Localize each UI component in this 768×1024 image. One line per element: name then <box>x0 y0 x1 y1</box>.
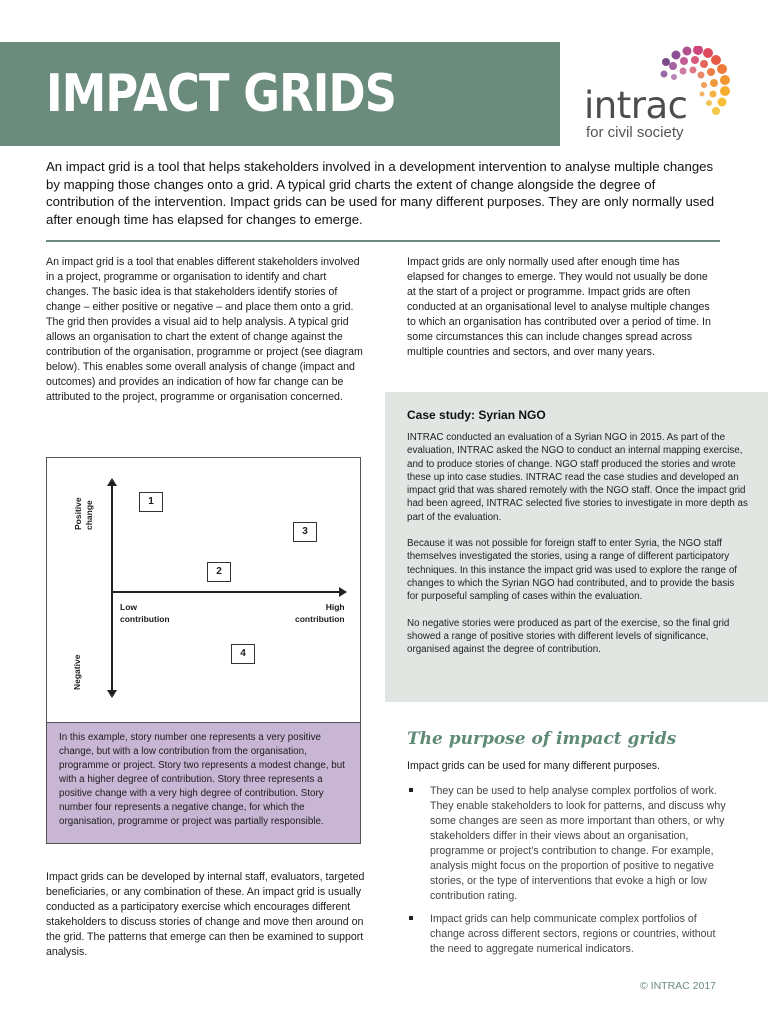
negative-label: Negative <box>72 654 82 690</box>
purpose-bullet-list <box>407 784 727 965</box>
high-contribution-label: High contribution <box>295 602 345 624</box>
story-box-2: 2 <box>207 562 231 582</box>
arrow-right-icon <box>339 587 347 597</box>
section-divider <box>46 240 720 242</box>
list-item: Impact grids can help communicate complex portfolios of change across different sectors, regions or countries, without the need to aggregate numerical indicators. <box>407 912 727 957</box>
story-box-4: 4 <box>231 644 255 664</box>
page-title: IMPACT GRIDS <box>46 64 397 124</box>
story-box-3: 3 <box>293 522 317 542</box>
low-contribution-label: Low contribution <box>120 602 170 624</box>
left-column-paragraph-2: Impact grids can be developed by internal staff, evaluators, targeted beneficiaries, or any combination of these. An impact grid is usually conducted as a participatory exercise which encourages different stakeholders to discuss stories of change and move then around on the grid. The patterns that emerge can then be examined to support analysis. <box>46 871 365 958</box>
case-study-box <box>385 392 768 702</box>
right-column-paragraph: Impact grids are only normally used after enough time has elapsed for changes to emerge. They would not usually be done at the start of a project or programme. Impact grids are often conducted at an organisational level to analyse multiple changes to which an organisation has contributed over a period of time. In some circumstances this can include changes spread across multiple countries and sectors, and over many years. <box>407 256 711 358</box>
positive-change-label: Positive change <box>73 497 94 530</box>
intrac-logo <box>580 46 740 146</box>
left-column-paragraph: An impact grid is a tool that enables different stakeholders involved in a project, programme or organisation to identify and chart changes. The basic idea is that stakeholders identify stories of change – either positive or negative – and place them onto a grid. The grid then provides a visual aid to help analysis. A typical grid allows an organisation to chart the extent of change against the contribution of the organisation, programme or project (see diagram below). This enables some overall analysis of change (impact and outcomes) and provides an indication of how far change can be attributed to the project, programme or organisation concerned. <box>46 256 363 403</box>
arrow-down-icon <box>107 690 117 698</box>
logo-wordmark: intrac <box>584 84 688 127</box>
purpose-heading: The purpose of impact grids <box>407 729 677 749</box>
title-band <box>0 42 560 146</box>
copyright-notice: © INTRAC 2017 <box>640 980 717 992</box>
case-study-paragraph-1: INTRAC conducted an evaluation of a Syrian NGO in 2015. As part of the evaluation, INTRAC asked the NGO to conduct an internal mapping exercise, and to produce stories of change. NGO staff produced the stories and wrote these up into case studies. INTRAC read the case studies and developed an impact grid that was shared remotely with the NGO staff. Once the impact grid had been agreed, INTRAC selected five stories to investigate in more depth as part of the evaluation. <box>407 432 748 523</box>
case-study-title: Case study: Syrian NGO <box>407 408 546 422</box>
intro-paragraph: An impact grid is a tool that helps stakeholders involved in a development intervention to analyse multiple changes by mapping those changes onto a grid. A typical grid charts the extent of change alongside the degree of contribution of the intervention. Impact grids can be used for many different purposes. They are only normally used after enough time has elapsed for changes to emerge. <box>46 159 715 227</box>
grid-caption: In this example, story number one represents a very positive change, but with a low contribution from the organisation, programme or project. Story two represents a modest change, but with a higher degree of contribution. Story three represents a positive change with a very high degree of contribution. Story number four represents a negative change, for which the organisation, programme or project was partially responsible. <box>46 723 361 844</box>
vertical-axis <box>111 482 113 694</box>
list-item: They can be used to help analyse complex portfolios of work. They enable stakeholders to look for patterns, and discuss why some changes are seen as more important than others, or why stakeholders differ in their views about an organisation, programme or project’s contribution to change. For example, analysis might focus on the proportion of positive to negative stories, or the type of interventions that evoke a high or low contribution rating. <box>407 784 727 904</box>
bullet-square-icon <box>409 916 413 920</box>
horizontal-axis <box>111 591 341 593</box>
purpose-intro: Impact grids can be used for many different purposes. <box>407 760 661 772</box>
logo-tagline: for civil society <box>586 124 684 141</box>
story-box-1: 1 <box>139 492 163 512</box>
bullet-square-icon <box>409 788 413 792</box>
case-study-paragraph-2: Because it was not possible for foreign staff to enter Syria, the NGO staff themselves investigated the stories, using a range of different participatory techniques. In this instance the impact grid was used to explore the range of changes to which the Syrian NGO had contributed, and to provide the basis for purposeful sampling of cases within the evaluation. <box>407 538 738 603</box>
case-study-paragraph-3: No negative stories were produced as part of the exercise, so the final grid showed a range of positive stories with different levels of significance, organised against the degree of contribution. <box>407 617 730 656</box>
impact-grid-diagram <box>46 457 361 723</box>
